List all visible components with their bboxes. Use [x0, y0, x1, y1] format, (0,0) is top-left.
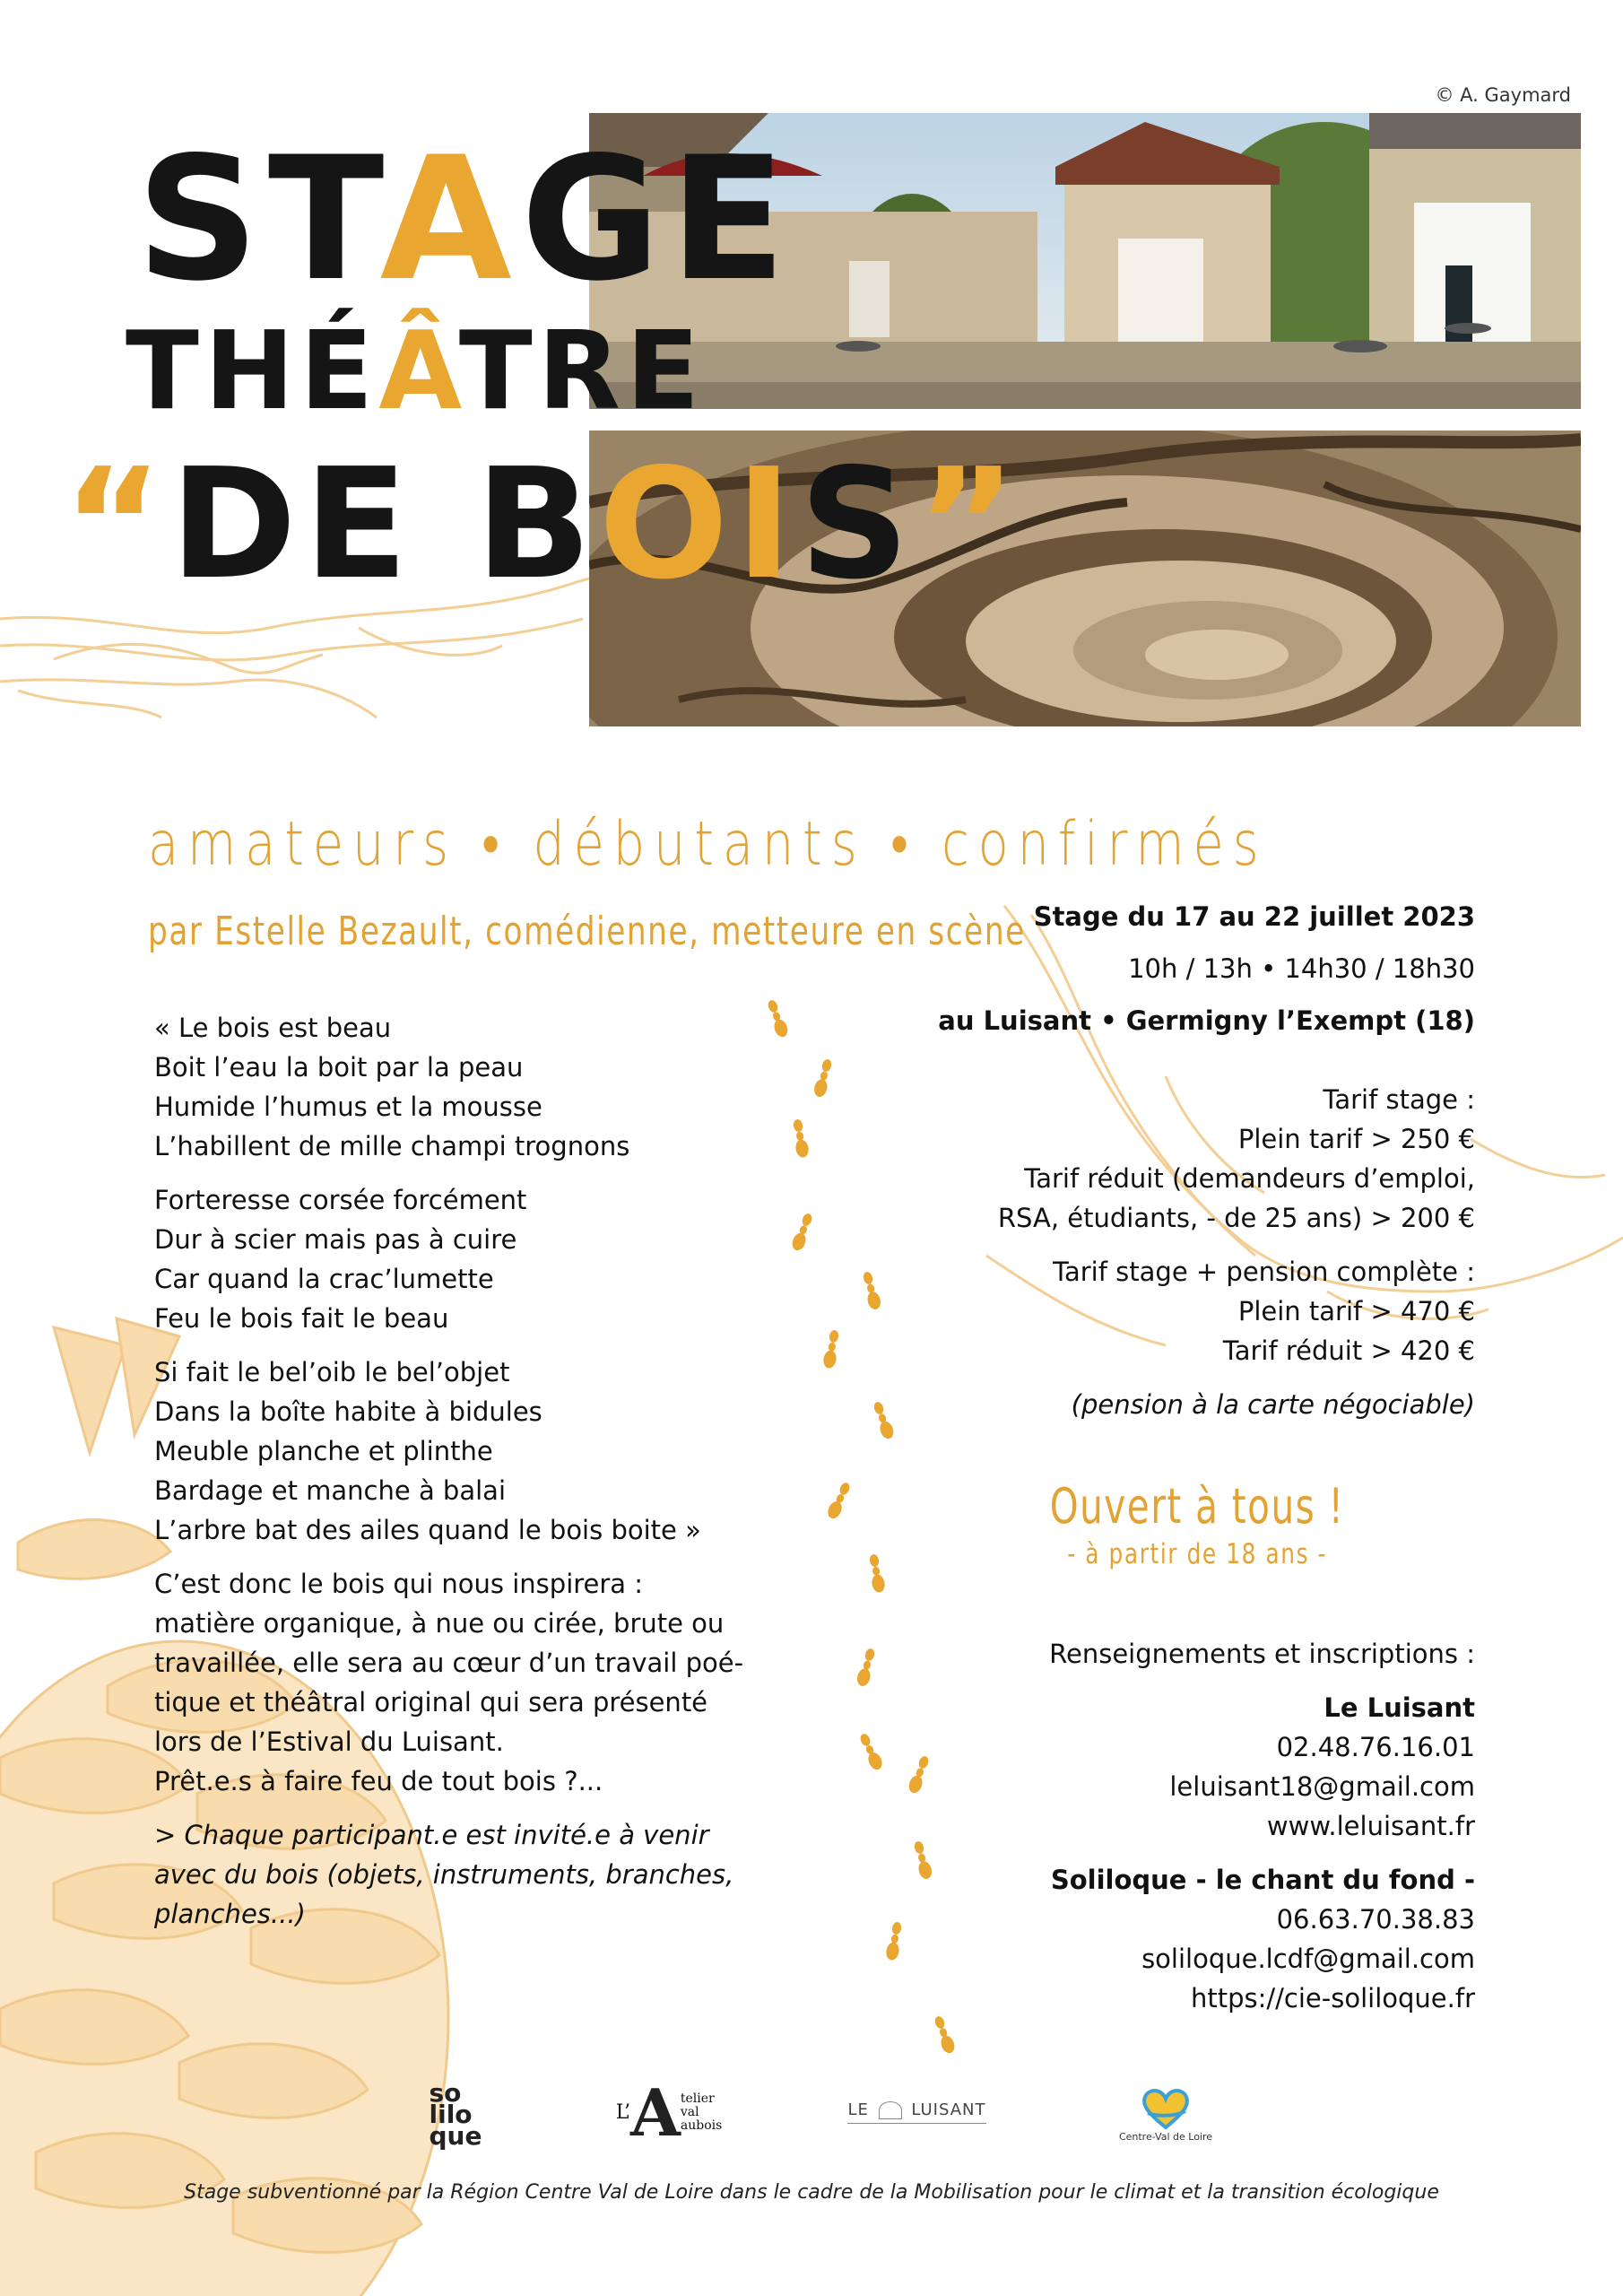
description-line: matière organique, à nue ou cirée, brute ou [154, 1608, 725, 1639]
dates-block [901, 897, 1475, 1040]
soliloque-logo [402, 2070, 509, 2160]
title-theatre-part2: Â [378, 309, 459, 434]
contact-website[interactable]: www.leluisant.fr [1266, 1811, 1475, 1841]
title-de-bois-part1: DE B [169, 436, 599, 613]
title-open-quote: “ [63, 436, 170, 613]
poem-line: Bardage et manche à balai [154, 1475, 506, 1506]
contacts-block [901, 1634, 1475, 2032]
tarif-line: Plein tarif > 250 € [1237, 1124, 1475, 1154]
contact-name: Soliloque - le chant du fond - [1050, 1865, 1475, 1895]
contact-website[interactable]: https://cie-soliloque.fr [1190, 1983, 1475, 2013]
title-de-bois [63, 436, 1024, 613]
poem-line: L’arbre bat des ailes quand le bois boite » [154, 1515, 701, 1545]
atelier-logo-text: val [680, 2104, 699, 2119]
poem-line: Humide l’humus et la mousse [154, 1091, 542, 1122]
note-line: planches...) [154, 1899, 306, 1929]
region-logo-text: Centre-Val de Loire [1118, 2131, 1213, 2143]
stage-hours: 10h / 13h • 14h30 / 18h30 [1128, 953, 1475, 984]
contact-luisant [901, 1688, 1475, 1846]
soliloque-logo-text: lilo [429, 2100, 473, 2129]
tarif-line: Tarif réduit > 420 € [1222, 1335, 1475, 1366]
title-close-quote: ” [916, 436, 1024, 613]
description-line: lors de l’Estival du Luisant. [154, 1726, 504, 1757]
title-theatre-part1: THÉ [126, 309, 379, 434]
poem-stanza-2 [154, 1180, 764, 1338]
luisant-logo-text: LUISANT [911, 2100, 986, 2119]
poem-line: Car quand la crac’lumette [154, 1264, 494, 1294]
photo-credit: © A. Gaymard [1435, 84, 1571, 106]
byline: par Estelle Bezault, comédienne, metteure en scène [148, 909, 1026, 954]
contacts-heading: Renseignements et inscriptions : [1049, 1639, 1475, 1669]
contact-soliloque [901, 1860, 1475, 2018]
tarifs-pension-block [901, 1252, 1475, 1370]
region-centre-val-de-loire-logo [1103, 2072, 1228, 2157]
atelier-logo-text: telier [680, 2091, 715, 2106]
luisant-logo-text: LE [847, 2100, 869, 2119]
poem-line: Meuble planche et plinthe [154, 1436, 493, 1466]
description-line: Prêt.e.s à faire feu de tout bois ?... [154, 1766, 603, 1796]
description-line: tique et théâtral original qui sera présenté [154, 1687, 708, 1718]
soliloque-logo-text: so [429, 2078, 462, 2108]
contact-phone[interactable]: 06.63.70.38.83 [1276, 1904, 1475, 1935]
tarifs-block [901, 1080, 1475, 1238]
open-to-all [928, 1478, 1466, 1570]
poem-line: Dans la boîte habite à bidules [154, 1396, 542, 1427]
poem-stanza-1 [154, 1008, 764, 1166]
participant-note [154, 1815, 764, 1934]
atelier-logo-text: aubois [680, 2118, 723, 2133]
title-stage-part3: GE [520, 120, 795, 318]
stage-place: au Luisant • Germigny l’Exempt (18) [938, 1005, 1475, 1036]
contact-name: Le Luisant [1324, 1692, 1475, 1723]
poem-line: Si fait le bel’oib le bel’objet [154, 1357, 510, 1387]
poem-line: Forteresse corsée forcément [154, 1185, 527, 1215]
pension-note: (pension à la carte négociable) [1071, 1389, 1475, 1420]
atelier-logo-text: L’ [615, 2100, 631, 2124]
open-title: Ouvert à tous ! [1049, 1478, 1345, 1535]
poem-line: « Le bois est beau [154, 1013, 392, 1043]
tagline: amateurs • débutants • confirmés [148, 809, 1268, 880]
note-line: avec du bois (objets, instruments, branches, [154, 1859, 734, 1890]
funding-footer: Stage subventionné par la Région Centre Val de Loire dans le cadre de la Mobilisation pour le climat et la transition écologique [184, 2181, 1439, 2204]
title-de-bois-part3: S [799, 436, 916, 613]
le-luisant-logo [843, 2081, 991, 2144]
description-line: C’est donc le bois qui nous inspirera : [154, 1569, 644, 1599]
title-stage [136, 120, 795, 318]
poem-line: L’habillent de mille champi trognons [154, 1131, 630, 1161]
poem-line: Boit l’eau la boit par la peau [154, 1052, 524, 1083]
contact-email[interactable]: leluisant18@gmail.com [1169, 1771, 1475, 1802]
title-stage-part2: A [379, 120, 521, 318]
atelier-val-aubois-logo [615, 2063, 723, 2161]
poem-stanza-3 [154, 1352, 764, 1550]
poem-line: Feu le bois fait le beau [154, 1303, 449, 1334]
title-de-bois-part2: OI [598, 436, 800, 613]
contact-email[interactable]: soliloque.lcdf@gmail.com [1141, 1944, 1475, 1974]
region-heart-icon [1139, 2086, 1193, 2131]
info-column [901, 897, 1475, 1424]
title-theatre-part3: TRE [458, 309, 706, 434]
soliloque-logo-text: que [429, 2121, 482, 2151]
title-stage-part1: ST [136, 120, 380, 318]
poem-block [154, 1008, 764, 1948]
title-theatre [126, 309, 706, 434]
partner-logos [0, 2063, 1623, 2161]
tarif-line: Tarif stage + pension complète : [1053, 1257, 1475, 1287]
contact-phone[interactable]: 02.48.76.16.01 [1276, 1732, 1475, 1762]
tarif-line: RSA, étudiants, - de 25 ans) > 200 € [997, 1203, 1475, 1233]
description [154, 1564, 764, 1801]
stage-dates: Stage du 17 au 22 juillet 2023 [1033, 901, 1475, 932]
tarif-line: Tarif réduit (demandeurs d’emploi, [1024, 1163, 1475, 1194]
lotus-icon [879, 2101, 902, 2119]
poem-line: Dur à scier mais pas à cuire [154, 1224, 517, 1255]
description-line: travaillée, elle sera au cœur d’un travail poé- [154, 1648, 744, 1678]
tarif-line: Tarif stage : [1323, 1084, 1475, 1115]
open-subtitle: - à partir de 18 ans - [1067, 1538, 1327, 1570]
tarif-line: Plein tarif > 470 € [1237, 1296, 1475, 1326]
note-line: > Chaque participant.e est invité.e à venir [154, 1820, 709, 1850]
atelier-logo-letter: A [630, 2074, 681, 2151]
